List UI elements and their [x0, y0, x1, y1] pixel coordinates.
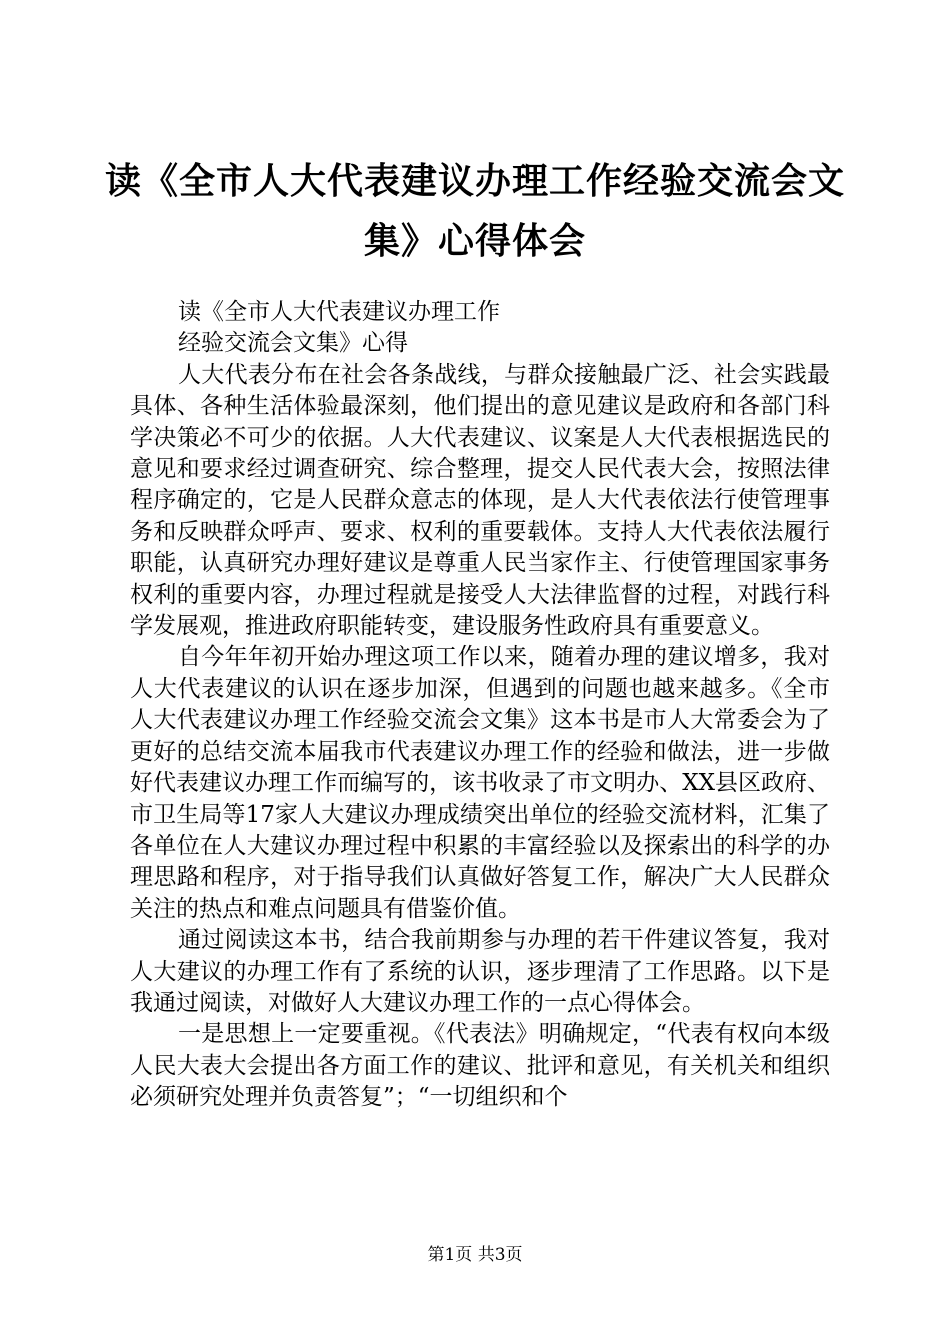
body-paragraph: 一是思想上一定要重视。《代表法》明确规定，“代表有权向本级人民大表大会提出各方面工作的建议、批评和意见，有关机关和组织必须研究处理并负责答复”；“一切组织和个 — [130, 1021, 830, 1111]
page-number-footer: 第1页 共3页 — [427, 1245, 523, 1265]
body-paragraph: 通过阅读这本书，结合我前期参与办理的若干件建议答复，我对人大建议的办理工作有了系统的认识，逐步理清了工作思路。以下是我通过阅读，对做好人大建议办理工作的一点心得体会。 — [130, 927, 830, 1016]
body-paragraph: 人大代表分布在社会各条战线，与群众接触最广泛、社会实践最具体、各种生活体验最深刻，他们提出的意见建议是政府和各部门科学决策必不可少的依据。人大代表建议、议案是人大代表根据选民的意见和要求经过调查研究、综合整理，提交人民代表大会，按照法律程序确定的，它是人民群众意志的体现，是人大代表依法行使管理事务和反映群众呼声、要求、权利的重要载体。支持人大代表依法履行职能，认真研究办理好建议是尊重人民当家作主、行使管理国家事务权利的重要内容，办理过程就是接受人大法律监督的过程，对践行科学发展观，推进政府职能转变，建设服务性政府具有重要意义。 — [130, 361, 830, 640]
subtitle-line: 经验交流会文集》心得 — [178, 330, 408, 357]
subtitle-line: 读《全市人大代表建议办理工作 — [178, 299, 500, 325]
document-body — [130, 297, 830, 1114]
body-paragraph: 自今年年初开始办理这项工作以来，随着办理的建议增多，我对人大代表建议的认识在逐步加深，但遇到的问题也越来越多。《全市人大代表建议办理工作经验交流会文集》这本书是市人大常委会为了更好的总结交流本届我市代表建议办理工作的经验和做法，进一步做好代表建议办理工作而编写的，该书收录了市文明办、XX县区政府、市卫生局等17家人大建议办理成绩突出单位的经验交流材料，汇集了各单位在人大建议办理过程中积累的丰富经验以及探索出的科学的办理思路和程序，对于指导我们认真做好答复工作，解决广大人民群众关注的热点和难点问题具有借鉴价值。 — [130, 644, 830, 922]
document-title: 读《全市人大代表建议办理工作经验交流会文集》心得体会 — [104, 161, 845, 262]
